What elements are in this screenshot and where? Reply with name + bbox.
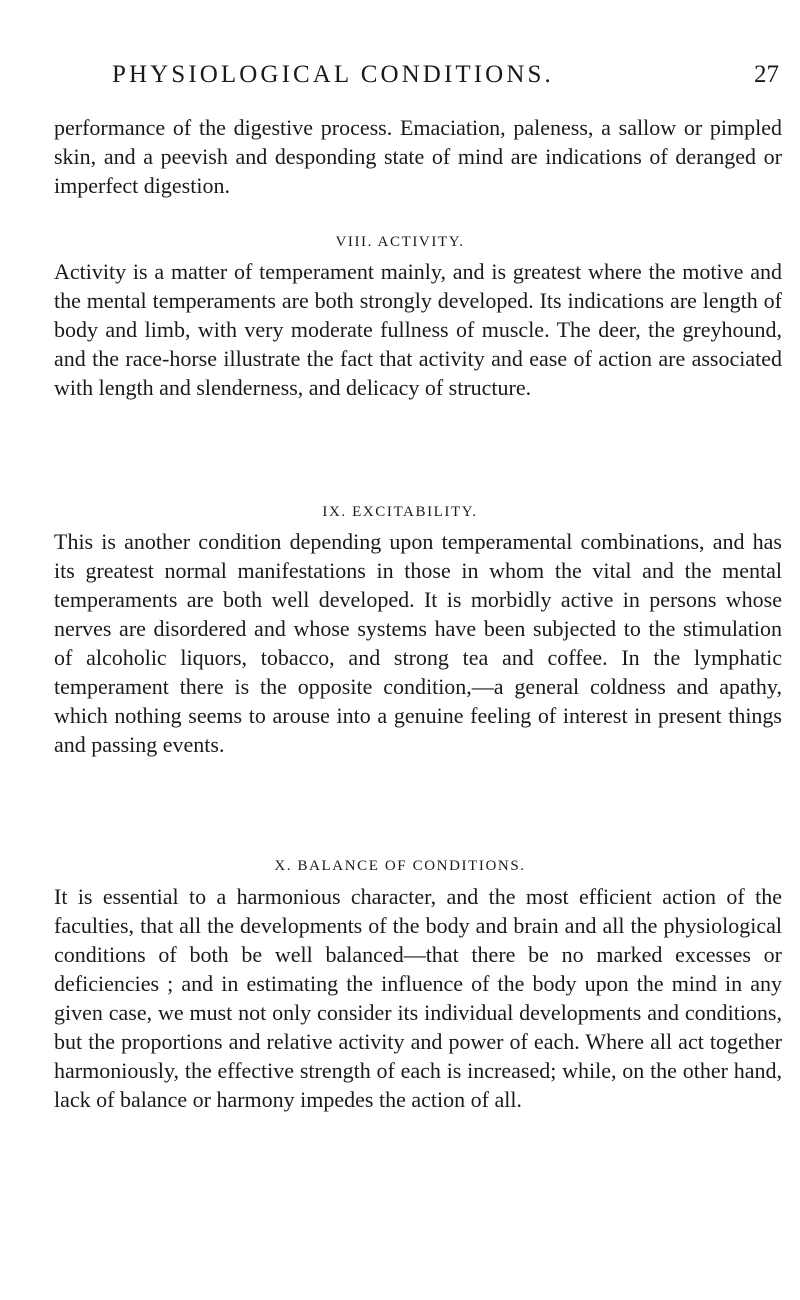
paragraph-activity: Activity is a matter of temperament mainly, and is greatest where the motive and the mental temperaments are both strongly developed. Its indications are length of body and limb, with very moderate fullness of muscle. The deer, the greyhound, and the race-horse illustrate the fact that activity and ease of action are associated with length and slenderness, and delicacy of structure. bbox=[54, 259, 782, 400]
paragraph-balance: It is essential to a harmonious character, and the most efficient action of the faculties, that all the developments of the body and brain and all the physiological conditions of both be well balanced—that there be no marked excesses or deficiencies ; and in estimating the influence of the body upon the mind in any given case, we must not only consider its individual developments and conditions, but the proportions and relative activity and power of each. Where all act together harmoniously, the effective strength of each is increased; while, on the other hand, lack of balance or harmony impedes the action of all. bbox=[54, 884, 782, 1112]
section-heading-balance: X. BALANCE OF CONDITIONS. bbox=[274, 858, 526, 874]
running-title: PHYSIOLOGICAL CONDITIONS. bbox=[112, 61, 554, 88]
page-number: 27 bbox=[754, 61, 779, 88]
section-heading-activity: VIII. ACTIVITY. bbox=[335, 234, 465, 250]
paragraph-digestion: performance of the digestive process. Emaciation, paleness, a sallow or pimpled skin, and a peevish and desponding state of mind are indications of deranged or imperfect digestion. bbox=[54, 115, 782, 198]
paragraph-excitability: This is another condition depending upon temperamental combinations, and has its greatest normal manifestations in those in whom the vital and the mental temperaments are both well developed. It is morbidly active in persons whose nerves are disordered and whose systems have been subjected to the stimulation of alcoholic liquors, tobacco, and strong tea and coffee. In the lymphatic temperament there is the opposite condition,—a general coldness and apathy, which nothing seems to arouse into a genuine feeling of interest in present things and passing events. bbox=[54, 529, 782, 757]
section-heading-excitability: IX. EXCITABILITY. bbox=[322, 504, 478, 520]
